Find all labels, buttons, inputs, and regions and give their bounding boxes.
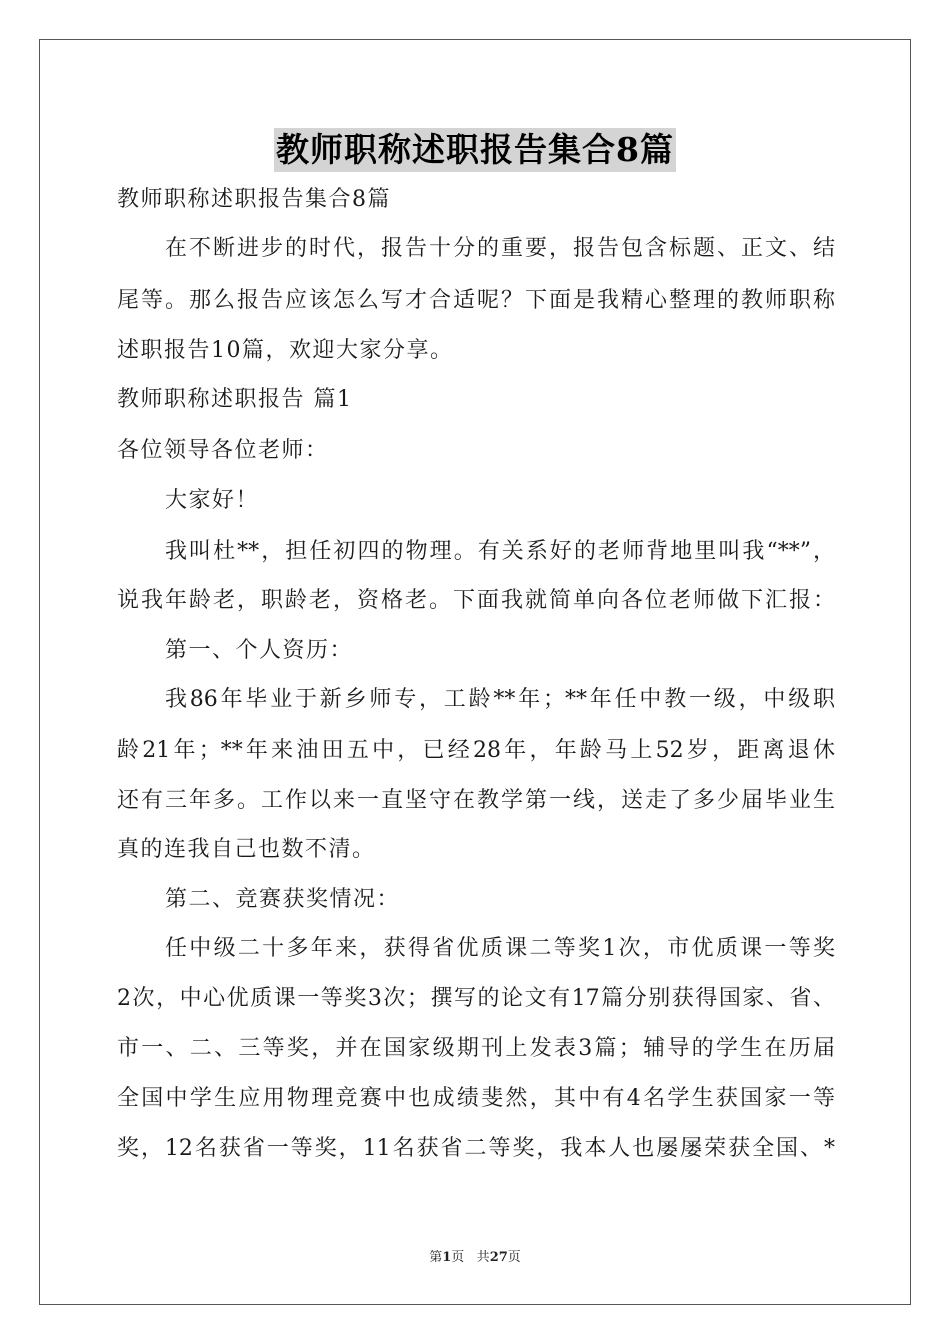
- paragraph-line: 还有三年多。工作以来一直坚守在教学第一线，送走了多少届毕业生: [117, 788, 835, 813]
- subsection-heading: 第二、竞赛获奖情况：: [165, 887, 401, 912]
- salutation-line: 各位领导各位老师：: [117, 438, 329, 463]
- footer-page-number: 1: [442, 1250, 452, 1265]
- paragraph-line: 我86年毕业于新乡师专，工龄**年；**年任中教一级，中级职: [165, 687, 835, 712]
- paragraph-line: 尾等。那么报告应该怎么写才合适呢？下面是我精心整理的教师职称: [117, 288, 835, 313]
- footer-page-suffix: 页: [451, 1250, 465, 1265]
- paragraph-line: 在不断进步的时代，报告十分的重要，报告包含标题、正文、结: [165, 236, 835, 261]
- paragraph-line: 全国中学生应用物理竞赛中也成绩斐然，其中有4名学生获国家一等: [117, 1086, 835, 1111]
- paragraph-line: 述职报告10篇，欢迎大家分享。: [117, 338, 454, 363]
- title-container: [0, 128, 950, 172]
- footer-total-suffix: 页: [507, 1250, 521, 1265]
- paragraph-line: 市一、二、三等奖，并在国家级期刊上发表3篇；辅导的学生在历届: [117, 1036, 835, 1061]
- page-footer: [0, 1246, 950, 1265]
- greeting-line: 大家好！: [165, 488, 260, 513]
- paragraph-line: 任中级二十多年来，获得省优质课二等奖1次，市优质课一等奖: [165, 936, 835, 961]
- footer-total-pages: 27: [489, 1250, 508, 1265]
- footer-prefix: 第: [429, 1250, 443, 1265]
- section-heading: 教师职称述职报告 篇1: [117, 387, 353, 412]
- paragraph-line: 我叫杜**，担任初四的物理。有关系好的老师背地里叫我“**”，: [165, 539, 835, 564]
- paragraph-line: 奖，12名获省一等奖，11名获省二等奖，我本人也屡屡荣获全国、*: [117, 1136, 835, 1161]
- paragraph-line: 2次，中心优质课一等奖3次；撰写的论文有17篇分别获得国家、省、: [117, 986, 835, 1011]
- footer-total-prefix: 共: [476, 1250, 490, 1265]
- paragraph-line: 真的连我自己也数不清。: [117, 837, 376, 862]
- page-border: [39, 39, 911, 1305]
- document-title: 教师职称述职报告集合8篇: [274, 128, 676, 172]
- subsection-heading: 第一、个人资历：: [165, 638, 354, 663]
- paragraph-line: 说我年龄老，职龄老，资格老。下面我就简单向各位老师做下汇报：: [117, 588, 835, 613]
- paragraph-line: 龄21年；**年来油田五中，已经28年，年龄马上52岁，距离退休: [117, 738, 835, 763]
- subtitle-line: 教师职称述职报告集合8篇: [117, 187, 391, 212]
